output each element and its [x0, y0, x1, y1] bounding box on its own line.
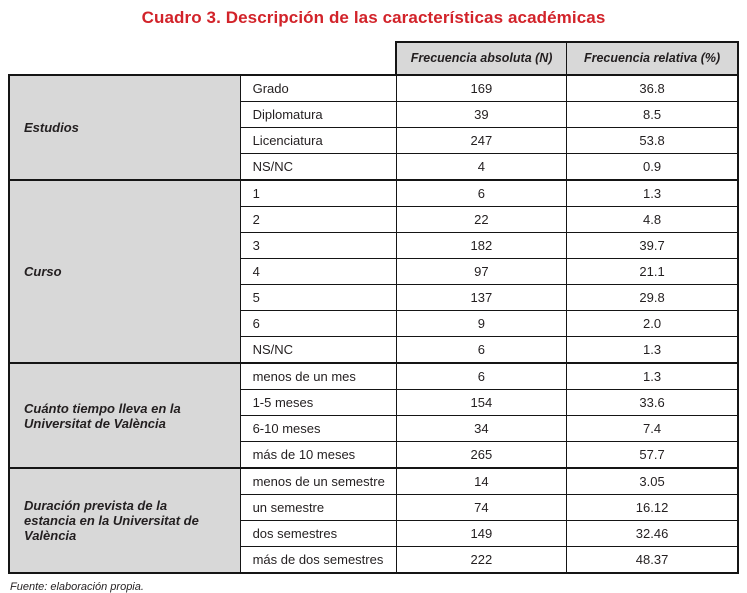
abs-frequency-cell: 154	[396, 390, 567, 416]
row-label: 2	[240, 207, 396, 233]
row-label: un semestre	[240, 495, 396, 521]
table-row	[9, 180, 738, 207]
abs-frequency-cell: 265	[396, 442, 567, 469]
table-row	[9, 363, 738, 390]
row-label: 4	[240, 259, 396, 285]
abs-frequency-cell: 97	[396, 259, 567, 285]
abs-frequency-cell: 6	[396, 180, 567, 207]
col-header-absolute-frequency: Frecuencia absoluta (N)	[396, 42, 567, 75]
row-label: 6-10 meses	[240, 416, 396, 442]
rel-frequency-cell: 48.37	[567, 547, 738, 574]
rel-frequency-cell: 8.5	[567, 102, 738, 128]
rel-frequency-cell: 1.3	[567, 337, 738, 364]
row-label: NS/NC	[240, 154, 396, 181]
abs-frequency-cell: 39	[396, 102, 567, 128]
abs-frequency-cell: 4	[396, 154, 567, 181]
abs-frequency-cell: 247	[396, 128, 567, 154]
table-row	[9, 468, 738, 495]
row-label: Diplomatura	[240, 102, 396, 128]
group-label-duracion: Duración prevista de la estancia en la Universitat de València	[9, 468, 240, 573]
rel-frequency-cell: 0.9	[567, 154, 738, 181]
row-label: menos de un mes	[240, 363, 396, 390]
row-label: NS/NC	[240, 337, 396, 364]
rel-frequency-cell: 39.7	[567, 233, 738, 259]
rel-frequency-cell: 3.05	[567, 468, 738, 495]
row-label: 1	[240, 180, 396, 207]
rel-frequency-cell: 21.1	[567, 259, 738, 285]
abs-frequency-cell: 14	[396, 468, 567, 495]
rel-frequency-cell: 7.4	[567, 416, 738, 442]
abs-frequency-cell: 137	[396, 285, 567, 311]
abs-frequency-cell: 34	[396, 416, 567, 442]
rel-frequency-cell: 29.8	[567, 285, 738, 311]
header-spacer-cell	[9, 42, 396, 75]
abs-frequency-cell: 222	[396, 547, 567, 574]
group-label-estudios: Estudios	[9, 75, 240, 180]
abs-frequency-cell: 149	[396, 521, 567, 547]
row-label: Licenciatura	[240, 128, 396, 154]
row-label: dos semestres	[240, 521, 396, 547]
row-label: 6	[240, 311, 396, 337]
row-label: 5	[240, 285, 396, 311]
row-label: 3	[240, 233, 396, 259]
page-title: Cuadro 3. Descripción de las características académicas	[141, 8, 606, 27]
abs-frequency-cell: 6	[396, 337, 567, 364]
rel-frequency-cell: 2.0	[567, 311, 738, 337]
group-label-curso: Curso	[9, 180, 240, 363]
abs-frequency-cell: 74	[396, 495, 567, 521]
rel-frequency-cell: 53.8	[567, 128, 738, 154]
source-note: Fuente: elaboración propia.	[10, 581, 144, 593]
rel-frequency-cell: 57.7	[567, 442, 738, 469]
header-row	[9, 42, 738, 75]
row-label: más de dos semestres	[240, 547, 396, 574]
abs-frequency-cell: 22	[396, 207, 567, 233]
rel-frequency-cell: 1.3	[567, 180, 738, 207]
row-label: Grado	[240, 75, 396, 102]
rel-frequency-cell: 36.8	[567, 75, 738, 102]
abs-frequency-cell: 9	[396, 311, 567, 337]
academic-characteristics-table	[8, 41, 739, 574]
col-header-relative-frequency: Frecuencia relativa (%)	[567, 42, 738, 75]
rel-frequency-cell: 33.6	[567, 390, 738, 416]
rel-frequency-cell: 1.3	[567, 363, 738, 390]
row-label: más de 10 meses	[240, 442, 396, 469]
table-row	[9, 75, 738, 102]
group-label-tiempo: Cuánto tiempo lleva en la Universitat de València	[9, 363, 240, 468]
row-label: 1-5 meses	[240, 390, 396, 416]
abs-frequency-cell: 182	[396, 233, 567, 259]
row-label: menos de un semestre	[240, 468, 396, 495]
rel-frequency-cell: 4.8	[567, 207, 738, 233]
abs-frequency-cell: 6	[396, 363, 567, 390]
abs-frequency-cell: 169	[396, 75, 567, 102]
rel-frequency-cell: 16.12	[567, 495, 738, 521]
rel-frequency-cell: 32.46	[567, 521, 738, 547]
